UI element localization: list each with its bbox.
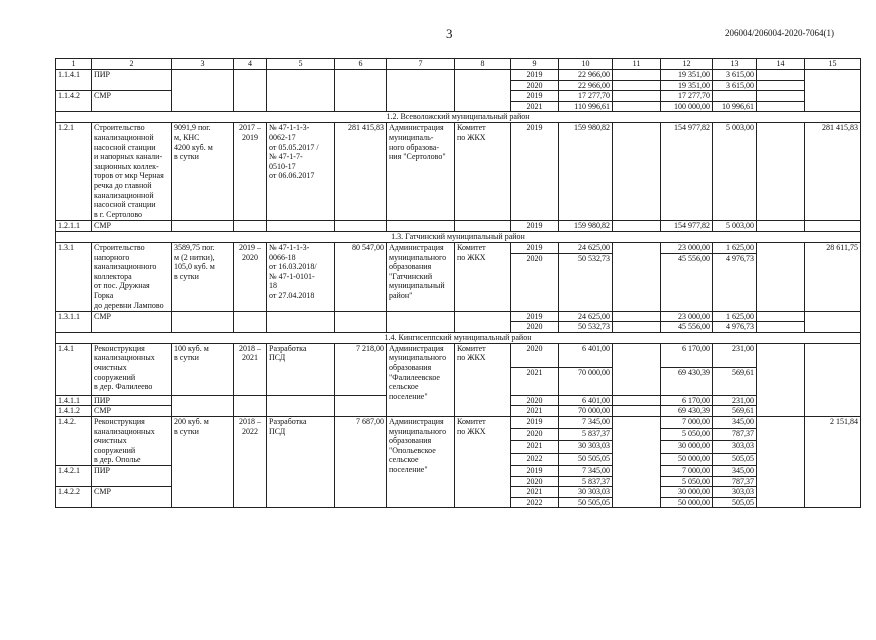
row-name: СМР (92, 487, 172, 508)
year-cell: 2019 (511, 70, 559, 81)
row-name: ПИР (92, 465, 172, 486)
year-cell: 2021 (511, 487, 559, 498)
row-code: 1.1.4.2 (56, 91, 92, 112)
column-header: 12 (661, 59, 713, 70)
cost-cell: 7 687,00 (335, 416, 387, 507)
row-code: 1.4.1.1 (56, 395, 92, 406)
row-code: 1.4.2.1 (56, 465, 92, 486)
value-cell: 6 170,00 (661, 343, 713, 367)
value-cell: 100 000,00 (661, 101, 713, 112)
row-code: 1.1.4.1 (56, 70, 92, 91)
row-code: 1.2.1 (56, 123, 92, 221)
value-cell: 50 532,73 (559, 322, 613, 333)
value-cell: 7 345,00 (559, 416, 613, 428)
section-title: 1.2. Всеволожский муниципальный район (56, 112, 861, 123)
capacity-cell: 9091,9 пог. м, КНС 4200 куб. м в сутки (172, 123, 234, 221)
value-cell: 6 401,00 (559, 343, 613, 367)
value-cell: 17 277,70 (559, 91, 613, 102)
value-cell: 159 980,82 (559, 123, 613, 221)
year-cell: 2020 (511, 343, 559, 367)
period-cell: 2019 – 2020 (234, 242, 267, 311)
value-cell: 19 351,00 (661, 70, 713, 81)
year-cell: 2019 (511, 242, 559, 253)
value-cell: 345,00 (713, 465, 757, 476)
column-header: 14 (757, 59, 805, 70)
value-cell: 4 976,73 (713, 322, 757, 333)
column-header: 4 (234, 59, 267, 70)
value-cell: 110 996,61 (559, 101, 613, 112)
year-cell: 2021 (511, 441, 559, 453)
table-row (56, 221, 861, 232)
value-cell: 69 430,39 (661, 406, 713, 417)
value-cell: 70 000,00 (559, 367, 613, 395)
row-code: 1.3.1 (56, 242, 92, 311)
value-cell: 787,37 (713, 476, 757, 487)
value-cell: 5 837,37 (559, 429, 613, 441)
row-name: ПИР (92, 395, 172, 406)
row-code: 1.4.2. (56, 416, 92, 465)
cost-cell: 281 415,83 (335, 123, 387, 221)
value-cell: 69 430,39 (661, 367, 713, 395)
column-header: 13 (713, 59, 757, 70)
value-cell: 19 351,00 (661, 80, 713, 91)
year-cell: 2022 (511, 497, 559, 508)
row-name: СМР (92, 91, 172, 112)
table-row (56, 242, 861, 253)
value-cell: 7 000,00 (661, 416, 713, 428)
value-cell: 45 556,00 (661, 253, 713, 311)
year-cell: 2021 (511, 101, 559, 112)
value-cell: 505,05 (713, 497, 757, 508)
value-cell: 6 401,00 (559, 395, 613, 406)
column-header: 10 (559, 59, 613, 70)
value-cell: 70 000,00 (559, 406, 613, 417)
row-name: ПИР (92, 70, 172, 91)
value-cell: 787,37 (713, 429, 757, 441)
year-cell: 2020 (511, 253, 559, 311)
value-cell: 6 170,00 (661, 395, 713, 406)
row-name: Реконструкция канализационных очистных сооружений в дер. Фалилеево (92, 343, 172, 395)
page-number: 3 (446, 26, 453, 41)
value-cell: 159 980,82 (559, 221, 613, 232)
table-row (56, 311, 861, 322)
value-cell: 1 625,00 (713, 311, 757, 322)
total-cell: 2 151,84 (805, 416, 861, 507)
year-cell: 2019 (511, 91, 559, 102)
row-code: 1.3.1.1 (56, 311, 92, 332)
value-cell: 30 000,00 (661, 487, 713, 498)
value-cell: 231,00 (713, 395, 757, 406)
value-cell: 4 976,73 (713, 253, 757, 311)
value-cell: 50 532,73 (559, 253, 613, 311)
section-row (56, 112, 861, 123)
value-cell: 7 345,00 (559, 465, 613, 476)
year-cell: 2019 (511, 221, 559, 232)
value-cell: 5 050,00 (661, 476, 713, 487)
value-cell: 5 050,00 (661, 429, 713, 441)
row-name: Строительство напорного канализационного коллектора от пос. Дружная Горка до деревни Лампово (92, 242, 172, 311)
row-code: 1.4.2.2 (56, 487, 92, 508)
section-row (56, 231, 861, 242)
value-cell: 50 505,05 (559, 453, 613, 465)
section-title: 1.3. Гатчинский муниципальный район (56, 231, 861, 242)
column-header: 5 (267, 59, 335, 70)
value-cell: 5 003,00 (713, 123, 757, 221)
year-cell: 2021 (511, 367, 559, 395)
row-code: 1.4.1 (56, 343, 92, 395)
cost-cell: 80 547,00 (335, 242, 387, 311)
header-row (56, 59, 861, 70)
year-cell: 2020 (511, 395, 559, 406)
value-cell: 345,00 (713, 416, 757, 428)
value-cell: 30 303,03 (559, 487, 613, 498)
admin-cell: Администрация муниципального образования "Гатчинский муниципальный район" (387, 242, 455, 311)
program-table (55, 58, 861, 508)
value-cell: 50 000,00 (661, 497, 713, 508)
committee-cell: Комитет по ЖКХ (455, 416, 511, 507)
column-header: 1 (56, 59, 92, 70)
section-row (56, 332, 861, 343)
capacity-cell: 3589,75 пог. м (2 нитки), 105,0 куб. м в сутки (172, 242, 234, 311)
column-header: 7 (387, 59, 455, 70)
admin-cell: Администрация муниципального образования "Фалилеевское сельское поселение" (387, 343, 455, 416)
year-cell: 2020 (511, 322, 559, 333)
value-cell: 569,61 (713, 367, 757, 395)
year-cell: 2019 (511, 465, 559, 476)
admin-cell: Администрация муниципального образования "Опольевское сельское поселение" (387, 416, 455, 507)
value-cell: 24 625,00 (559, 311, 613, 322)
row-name: СМР (92, 221, 172, 232)
value-cell: 22 966,00 (559, 80, 613, 91)
column-header: 8 (455, 59, 511, 70)
value-cell: 45 556,00 (661, 322, 713, 333)
value-cell: 569,61 (713, 406, 757, 417)
value-cell: 154 977,82 (661, 221, 713, 232)
column-header: 3 (172, 59, 234, 70)
capacity-cell: 100 куб. м в сутки (172, 343, 234, 395)
row-name: СМР (92, 311, 172, 332)
period-cell: 2017 – 2019 (234, 123, 267, 221)
table-row (56, 70, 861, 81)
value-cell: 22 966,00 (559, 70, 613, 81)
value-cell: 3 615,00 (713, 80, 757, 91)
table-row (56, 416, 861, 428)
capacity-cell: 200 куб. м в сутки (172, 416, 234, 507)
value-cell: 23 000,00 (661, 242, 713, 253)
row-name: СМР (92, 406, 172, 417)
row-code: 1.2.1.1 (56, 221, 92, 232)
total-cell: 28 611,75 (805, 242, 861, 311)
value-cell: 1 625,00 (713, 242, 757, 253)
value-cell: 303,03 (713, 487, 757, 498)
column-header: 15 (805, 59, 861, 70)
year-cell: 2020 (511, 80, 559, 91)
period-cell: 2018 – 2021 (234, 343, 267, 395)
expertise-cell: Разработка ПСД (267, 343, 335, 395)
value-cell: 5 003,00 (713, 221, 757, 232)
value-cell: 50 505,05 (559, 497, 613, 508)
year-cell: 2019 (511, 416, 559, 428)
value-cell: 50 000,00 (661, 453, 713, 465)
expertise-cell: № 47-1-1-3- 0066-18 от 16.03.2018/ № 47-1-0101- 18 от 27.04.2018 (267, 242, 335, 311)
value-cell: 23 000,00 (661, 311, 713, 322)
admin-cell: Администрация муниципаль- ного образова- ния "Сертолово" (387, 123, 455, 221)
value-cell: 3 615,00 (713, 70, 757, 81)
expertise-cell: № 47-1-1-3- 0062-17 от 05.05.2017 / № 47-1-7- 0510-17 от 06.06.2017 (267, 123, 335, 221)
cost-cell: 7 218,00 (335, 343, 387, 395)
total-cell: 281 415,83 (805, 123, 861, 221)
row-code: 1.4.1.2 (56, 406, 92, 417)
section-title: 1.4. Кингисеппский муниципальный район (56, 332, 861, 343)
value-cell: 30 303,03 (559, 441, 613, 453)
column-header: 2 (92, 59, 172, 70)
value-cell: 24 625,00 (559, 242, 613, 253)
year-cell: 2020 (511, 476, 559, 487)
value-cell: 10 996,61 (713, 101, 757, 112)
row-name: Реконструкция канализационных очистных сооружений в дер. Ополье (92, 416, 172, 465)
period-cell: 2018 – 2022 (234, 416, 267, 507)
value-cell: 7 000,00 (661, 465, 713, 476)
expertise-cell: Разработка ПСД (267, 416, 335, 507)
table-row (56, 123, 861, 221)
year-cell: 2019 (511, 311, 559, 322)
value-cell: 505,05 (713, 453, 757, 465)
year-cell: 2020 (511, 429, 559, 441)
value-cell: 17 277,70 (661, 91, 713, 102)
column-header: 6 (335, 59, 387, 70)
year-cell: 2022 (511, 453, 559, 465)
value-cell: 30 000,00 (661, 441, 713, 453)
value-cell: 231,00 (713, 343, 757, 367)
value-cell (713, 91, 757, 102)
value-cell: 303,03 (713, 441, 757, 453)
table-row (56, 343, 861, 367)
committee-cell: Комитет по ЖКХ (455, 123, 511, 221)
committee-cell: Комитет по ЖКХ (455, 242, 511, 311)
year-cell: 2019 (511, 123, 559, 221)
row-name: Строительство канализационной насосной станции и напорных канали- зационных коллек- торов от мкр Черная речка до главной канализационной насосной станции в г. Сертолово (92, 123, 172, 221)
document-id: 206004/206004-2020-7064(1) (725, 28, 834, 38)
column-header: 11 (613, 59, 661, 70)
year-cell: 2021 (511, 406, 559, 417)
value-cell: 5 837,37 (559, 476, 613, 487)
column-header: 9 (511, 59, 559, 70)
value-cell: 154 977,82 (661, 123, 713, 221)
committee-cell: Комитет по ЖКХ (455, 343, 511, 416)
